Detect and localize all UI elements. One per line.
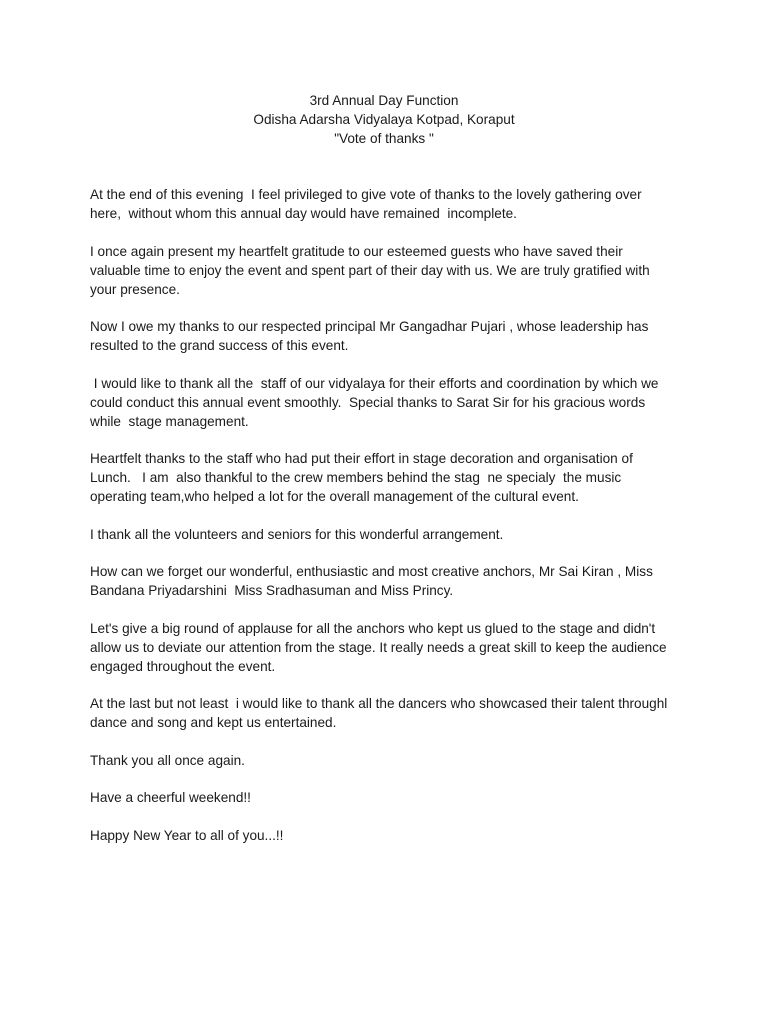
paragraph-line: here, without whom this annual day would have remained incomplete. xyxy=(90,206,517,221)
paragraph-line: Let's give a big round of applause for all the anchors who kept us glued to the stage and didn't xyxy=(90,620,656,636)
paragraph-line: engaged throughout the event. xyxy=(90,658,276,674)
paragraph-line: At the end of this evening I feel privileged to give vote of thanks to the lovely gathering over xyxy=(90,187,642,202)
paragraph-decoration xyxy=(90,449,690,506)
paragraph-line: I would like to thank all the staff of our vidyalaya for their efforts and coordination by which we xyxy=(90,375,659,391)
speech-body xyxy=(90,185,690,863)
paragraph-line: Lunch. I am also thankful to the crew members behind the stag ne specialy the music xyxy=(90,470,622,485)
paragraph-principal xyxy=(90,317,690,355)
paragraph-guests xyxy=(90,242,690,299)
paragraph-line: while stage management. xyxy=(90,413,249,429)
paragraph-line: Have a cheerful weekend!! xyxy=(90,790,251,805)
paragraph-line: valuable time to enjoy the event and spent part of their day with us. We are truly gratified with xyxy=(90,262,650,278)
paragraph-line: I thank all the volunteers and seniors for this wonderful arrangement. xyxy=(90,526,504,542)
paragraph-volunteers xyxy=(90,525,690,544)
paragraph-applause xyxy=(90,619,690,676)
paragraph-thank-you xyxy=(90,751,690,770)
school-name: Odisha Adarsha Vidyalaya Kotpad, Koraput xyxy=(253,112,515,127)
paragraph-line: Now I owe my thanks to our respected principal Mr Gangadhar Pujari , whose leadership has xyxy=(90,319,649,334)
paragraph-anchors xyxy=(90,562,690,600)
paragraph-staff xyxy=(90,374,690,431)
paragraph-weekend xyxy=(90,788,690,807)
paragraph-dancers xyxy=(90,694,690,732)
paragraph-line: I once again present my heartfelt gratitude to our esteemed guests who have saved their xyxy=(90,243,623,259)
speech-title: "Vote of thanks " xyxy=(334,131,434,146)
paragraph-line: operating team,who helped a lot for the overall management of the cultural event. xyxy=(90,489,579,504)
document-header xyxy=(0,91,768,148)
paragraph-line: Thank you all once again. xyxy=(90,752,245,768)
paragraph-line: Happy New Year to all of you...!! xyxy=(90,827,284,843)
paragraph-new-year xyxy=(90,826,690,845)
paragraph-line: Heartfelt thanks to the staff who had put their effort in stage decoration and organisation of xyxy=(90,451,633,466)
paragraph-line: your presence. xyxy=(90,281,180,297)
paragraph-line: allow us to deviate our attention from the stage. It really needs a great skill to keep the audience xyxy=(90,639,667,655)
paragraph-line: dance and song and kept us entertained. xyxy=(90,715,337,730)
paragraph-line: How can we forget our wonderful, enthusiastic and most creative anchors, Mr Sai Kiran , Miss xyxy=(90,564,653,579)
paragraph-line: resulted to the grand success of this event. xyxy=(90,338,349,353)
paragraph-line: At the last but not least i would like to thank all the dancers who showcased their talent throughl xyxy=(90,696,668,711)
paragraph-line: could conduct this annual event smoothly. Special thanks to Sarat Sir for his gracious words xyxy=(90,394,646,410)
paragraph-line: Bandana Priyadarshini Miss Sradhasuman and Miss Princy. xyxy=(90,583,454,598)
paragraph-opening xyxy=(90,185,690,223)
event-title: 3rd Annual Day Function xyxy=(309,93,459,108)
